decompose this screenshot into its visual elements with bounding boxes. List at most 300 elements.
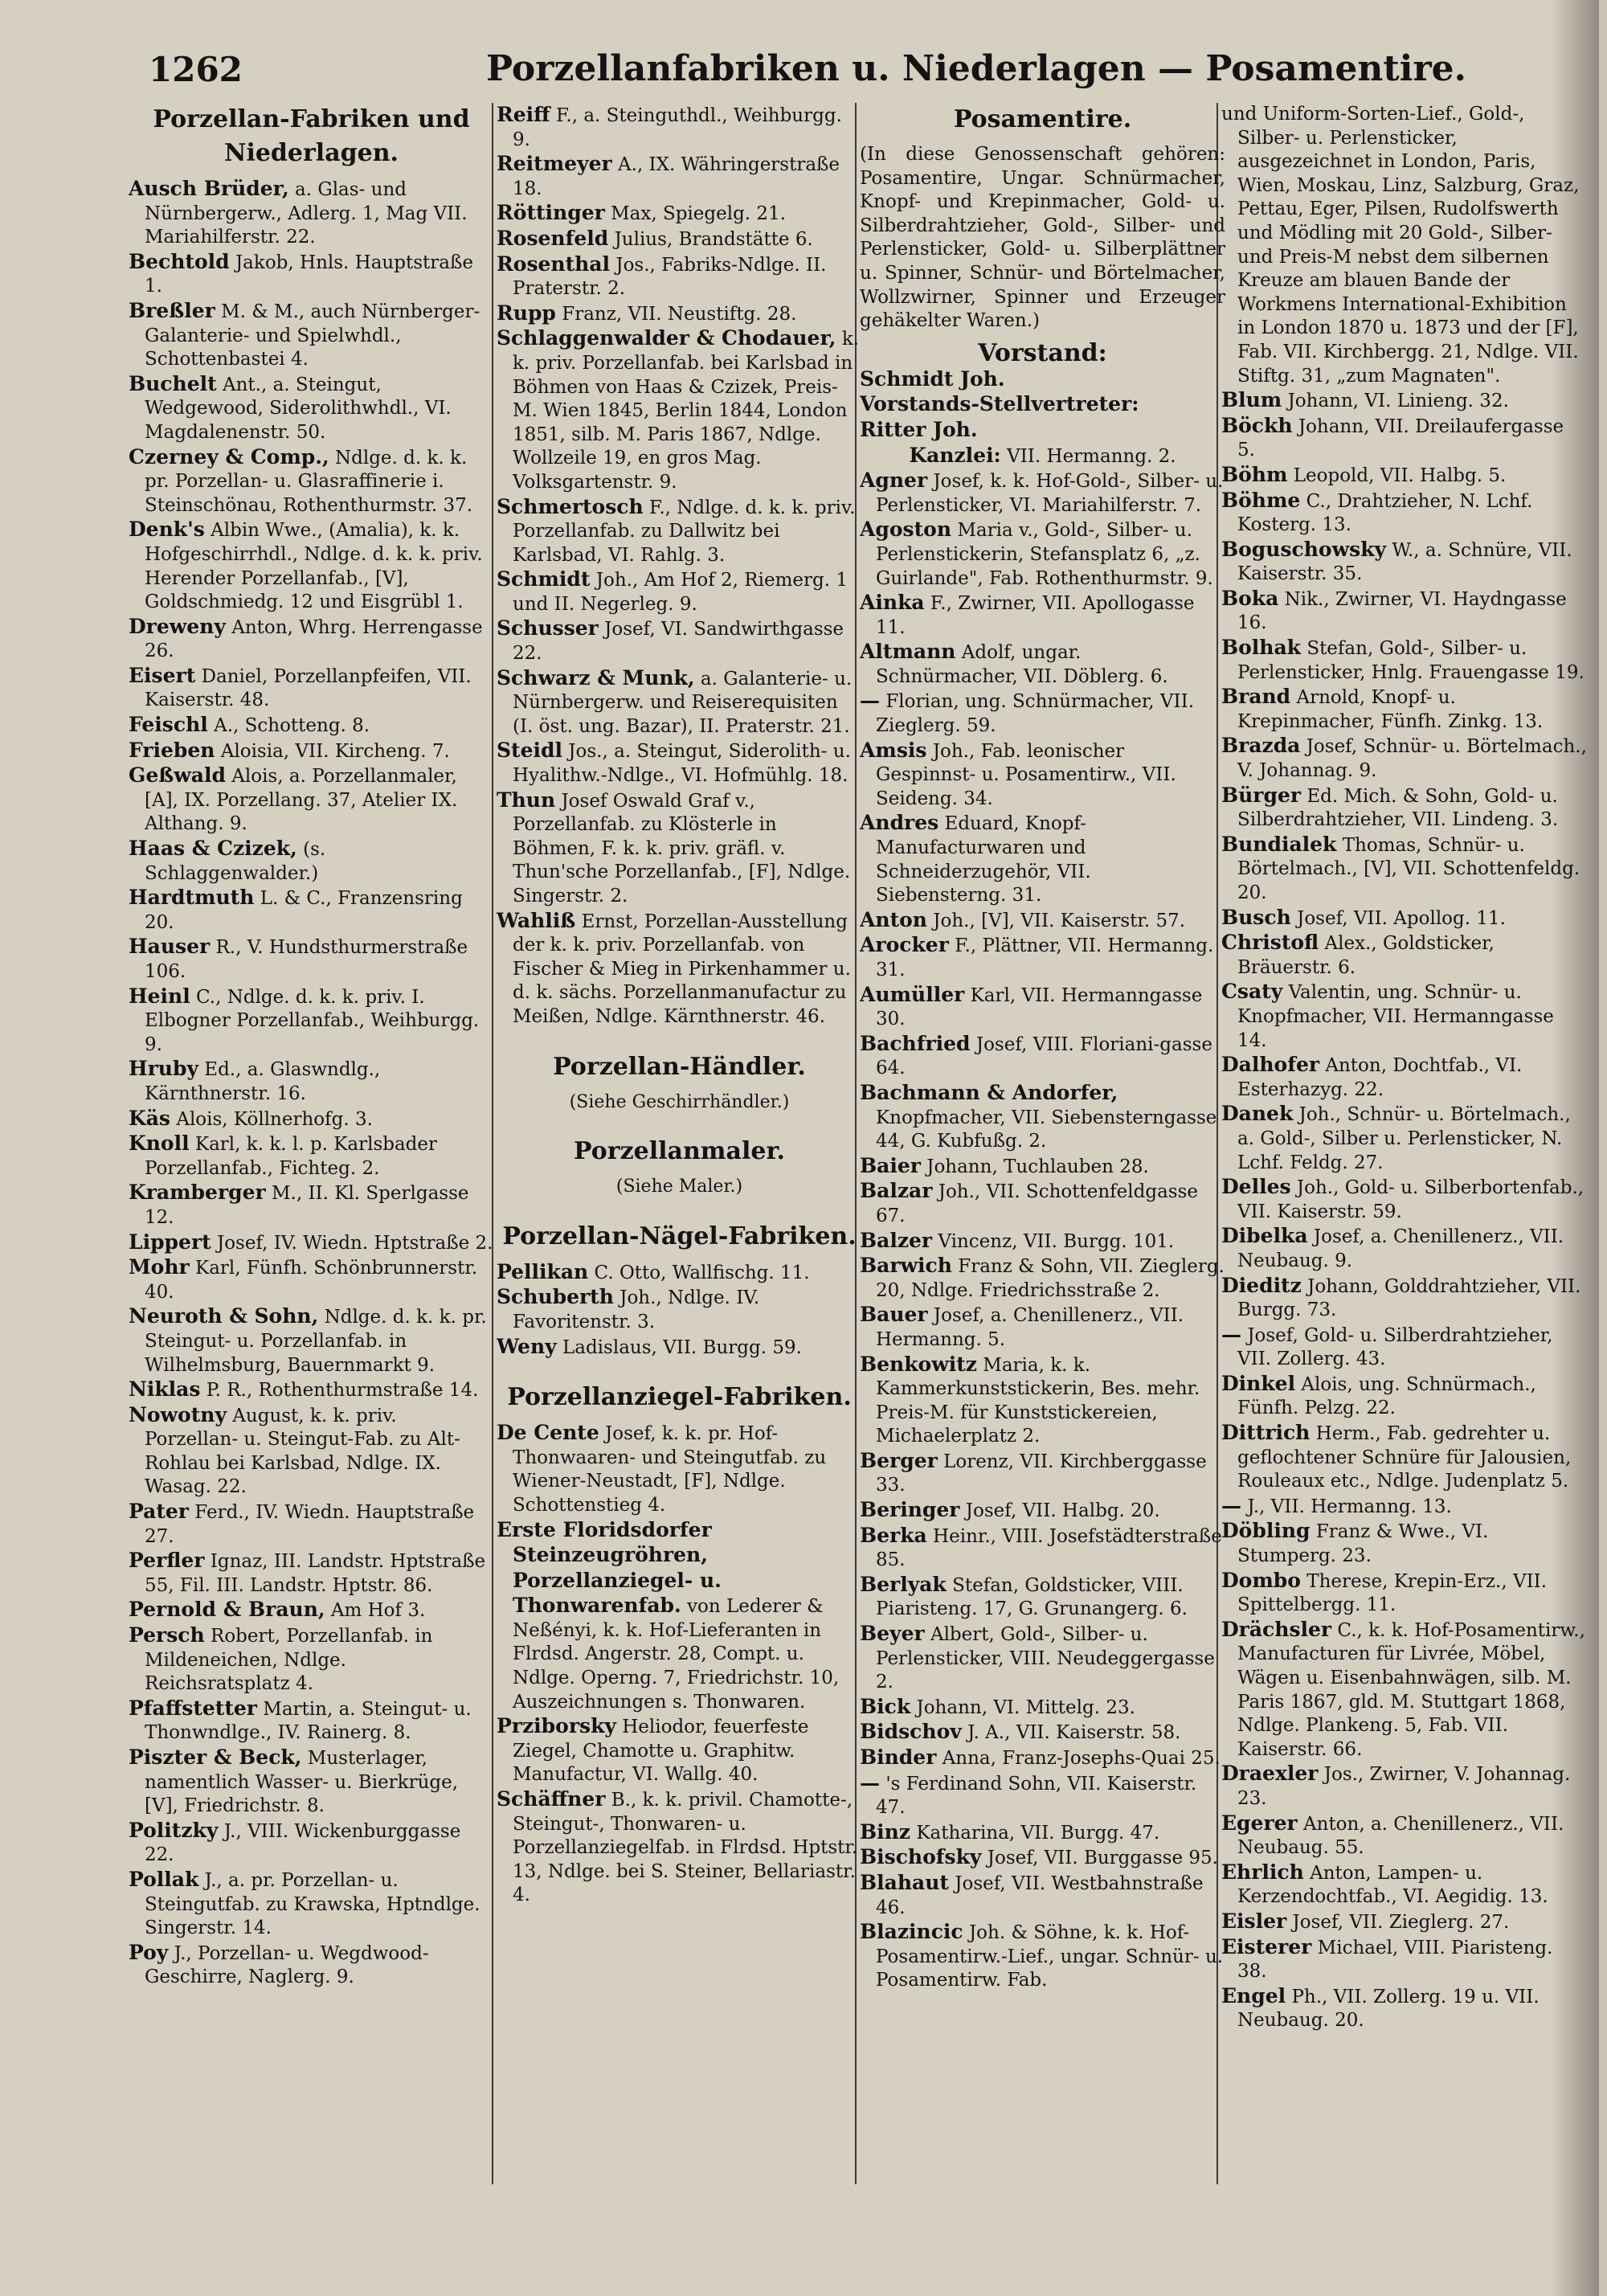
- directory-entry: [860, 1353, 1225, 1449]
- entry-name: Dombo: [1221, 1568, 1301, 1592]
- entry-name: Thun: [497, 788, 556, 812]
- entry-details: J., Porzellan- u. Wegdwood-Geschirre, Naglerg. 9.: [145, 1942, 429, 1988]
- directory-entry: [129, 1107, 494, 1132]
- entry-name: Knoll: [129, 1132, 190, 1156]
- entry-name: Schlaggenwalder & Chodauer,: [497, 326, 836, 350]
- entry-details: Vincenz, VII. Burgg. 101.: [938, 1230, 1175, 1252]
- entry-details: a. Galanterie- u. Nürnbergerw. und Reiserequisiten (I. öst. ung. Bazar), II. Praterstr. 21.: [513, 668, 853, 737]
- entry-details: F., Zwirner, VII. Apollogasse 11.: [876, 593, 1195, 638]
- directory-entry: [129, 1255, 494, 1304]
- entry-name: Feischl: [129, 713, 208, 737]
- section-heading: Porzellanziegel-Fabriken.: [507, 1383, 852, 1412]
- entry-name: Nowotny: [129, 1402, 227, 1426]
- directory-entry: [497, 1787, 862, 1908]
- directory-entry: [1221, 980, 1587, 1053]
- entry-details: Alois, Köllnerhofg. 3.: [176, 1108, 373, 1130]
- entry-details: Herm., Fab. gedrehter u. geflochtener Schnüre für Jalousien, Rouleaux etc., Ndlge. Judenplatz 5.: [1237, 1423, 1572, 1492]
- entry-details: Joh. & Söhne, k. k. Hof-Posamentirw.-Lief., ungar. Schnür- u. Posamentirw. Fab.: [876, 1922, 1224, 1991]
- entry-name: Aumüller: [860, 982, 965, 1006]
- entry-details: Johann, VII. Dreilaufergasse 5.: [1237, 415, 1564, 461]
- entry-details: a. Glas- und Nürnbergerw., Adlerg. 1, Mag VII. Mariahilferstr. 22.: [145, 179, 468, 248]
- entry-name: Schmidt: [497, 567, 591, 591]
- entry-details: Eduard, Knopf-Manufacturwaren und Schneiderzugehör, VII. Siebensterng. 31.: [876, 813, 1091, 907]
- directory-entry: [497, 788, 862, 909]
- entry-details: Josef, k. k. Hof-Gold-, Silber- u. Perlensticker, VI. Mariahilferstr. 7.: [876, 471, 1224, 516]
- entry-name: Bürger: [1221, 783, 1302, 807]
- entry-name: Haas & Czizek,: [129, 837, 297, 861]
- entry-details: Martin, a. Steingut- u. Thonwndlge., IV. Rainerg. 8.: [145, 1698, 472, 1744]
- directory-entry: [860, 1524, 1225, 1573]
- entry-name: —: [1221, 1322, 1241, 1346]
- directory-entry: [860, 469, 1225, 518]
- directory-entry: [860, 933, 1225, 982]
- entry-details: Maria, k. k. Kammerkunststickerin, Bes. mehr. Preis-M. für Kunststickereien, Michaelerplatz 2.: [876, 1354, 1200, 1447]
- directory-entry: [129, 886, 494, 935]
- entry-name: Mohr: [129, 1255, 190, 1279]
- directory-entry: [860, 908, 1225, 934]
- column-1: [129, 103, 494, 2273]
- entry-name: Busch: [1221, 905, 1291, 929]
- entry-list: [129, 177, 494, 1990]
- entry-name: Pernold & Braun,: [129, 1598, 325, 1622]
- entry-details: Leopold, VII. Halbg. 5.: [1293, 465, 1507, 486]
- entry-details: Josef, VII. Burggasse 95.: [987, 1848, 1218, 1869]
- entry-details: Musterlager, namentlich Wasser- u. Bierkrüge, [V], Friedrichstr. 8.: [145, 1748, 459, 1817]
- directory-entry: [860, 1845, 1225, 1871]
- entry-name: Kramberger: [129, 1181, 266, 1205]
- entry-details: Josef, VI. Sandwirthgasse 22.: [513, 619, 844, 665]
- directory-entry: [1221, 685, 1587, 734]
- directory-entry: [1221, 414, 1587, 463]
- directory-entry: [860, 640, 1225, 689]
- directory-entry: [497, 1285, 862, 1334]
- entry-name: Denk's: [129, 518, 205, 542]
- entry-name: Hruby: [129, 1057, 198, 1081]
- directory-entry: [129, 1230, 494, 1256]
- entry-name: Röttinger: [497, 201, 605, 225]
- directory-entry: [129, 518, 494, 614]
- entry-details: Johann, VI. Mittelg. 23.: [916, 1696, 1135, 1718]
- directory-entry: [1221, 906, 1587, 931]
- directory-entry: [129, 372, 494, 445]
- entry-name: Schäffner: [497, 1787, 606, 1811]
- entry-list: [497, 1421, 862, 1908]
- entry-list: [860, 469, 1225, 1993]
- entry-name: Weny: [497, 1334, 557, 1358]
- entry-name: Geßwald: [129, 763, 226, 788]
- directory-entry: [497, 1421, 862, 1517]
- entry-name: Engel: [1221, 1983, 1286, 2007]
- entry-name: Agoston: [860, 518, 952, 542]
- directory-entry: [860, 689, 1225, 738]
- entry-name: Böckh: [1221, 413, 1293, 437]
- entry-details: Alois, a. Porzellanmaler, [A], IX. Porzellang. 37, Atelier IX. Althang. 9.: [145, 766, 458, 835]
- directory-entry: [497, 152, 862, 201]
- entry-name: Blazincic: [860, 1920, 963, 1944]
- directory-entry: [1221, 931, 1587, 980]
- directory-entry: [497, 1335, 862, 1361]
- entry-details: Ndlge. d. k. k. pr. Steingut- u. Porzellanfab. in Wilhelmsburg, Bauernmarkt 9.: [145, 1307, 487, 1376]
- directory-entry: [1221, 1102, 1587, 1175]
- entry-details: Joh., Ndlge. IV. Favoritenstr. 3.: [513, 1287, 760, 1332]
- directory-entry: [1221, 388, 1587, 414]
- entry-details: Arnold, Knopf- u. Krepinmacher, Fünfh. Zinkg. 13.: [1237, 687, 1544, 732]
- directory-entry: [860, 591, 1225, 640]
- entry-details: C. Otto, Wallfischg. 11.: [594, 1262, 810, 1283]
- entry-details: C., Drahtzieher, N. Lchf. Kosterg. 13.: [1237, 490, 1533, 536]
- directory-entry: [860, 1746, 1225, 1771]
- entry-details: Josef, VII. Apollog. 11.: [1297, 907, 1506, 929]
- entry-name: Politzky: [129, 1818, 219, 1842]
- entry-name: Ausch Brüder,: [129, 177, 289, 200]
- entry-details: Ernst, Porzellan-Ausstellung der k. k. priv. Porzellanfab. von Fischer & Mieg in Pirkenhammer u. d. k. sächs. Porzellanmanufactur zu Meißen, Ndlge. Kärnthnerstr. 46.: [513, 911, 851, 1027]
- entry-name: De Cente: [497, 1421, 599, 1445]
- entry-details: Ed. Mich. & Sohn, Gold- u. Silberdrahtzieher, VII. Lindeng. 3.: [1237, 785, 1559, 831]
- entry-name: Berka: [860, 1523, 927, 1547]
- directory-entry: [860, 1032, 1225, 1081]
- vorstand-label: Vorstand:: [978, 338, 1107, 367]
- section-heading: Porzellan-Nägel-Fabriken.: [502, 1222, 857, 1250]
- entry-details: Michael, VIII. Piaristeng. 38.: [1237, 1937, 1553, 1983]
- entry-details: 's Ferdinand Sohn, VII. Kaiserstr. 47.: [876, 1773, 1197, 1819]
- directory-entry: [129, 1403, 494, 1500]
- entry-details: J., VII. Hermanng. 13.: [1247, 1496, 1452, 1517]
- page-number: 1262: [149, 50, 243, 89]
- entry-details: Katharina, VII. Burgg. 47.: [916, 1822, 1160, 1844]
- entry-details: Josef, a. Chenillenerz., VII. Hermanng. 5.: [876, 1305, 1184, 1350]
- stellvertreter-entry: [860, 418, 1225, 444]
- entry-name: Eisert: [129, 663, 196, 687]
- directory-entry: [860, 1179, 1225, 1228]
- page-header: [149, 42, 1466, 90]
- directory-entry: [860, 1720, 1225, 1746]
- entry-name: Schusser: [497, 616, 599, 641]
- entry-name: Perfler: [129, 1549, 205, 1573]
- directory-entry: [1221, 1762, 1587, 1811]
- entry-name: Ehrlich: [1221, 1860, 1304, 1884]
- entry-details: Joh., VII. Schottenfeldgasse 67.: [876, 1181, 1198, 1226]
- directory-entry: [1221, 1494, 1587, 1520]
- directory-entry: [860, 1871, 1225, 1920]
- entry-name: Agner: [860, 469, 928, 493]
- section-heading: Porzellan-Händler.: [553, 1052, 806, 1081]
- directory-entry: [1221, 1569, 1587, 1618]
- entry-details: Ignaz, III. Landstr. Hptstraße 55, Fil. III. Landstr. Hptstr. 86.: [145, 1551, 486, 1596]
- entry-details: Ndlge. d. k. k. pr. Porzellan- u. Glasraffinerie i. Steinschönau, Rothenthurmstr. 37.: [145, 447, 473, 516]
- entry-name: Reiff: [497, 103, 550, 126]
- entry-name: Schuberth: [497, 1285, 614, 1309]
- kanzlei-label: Kanzlei:: [909, 443, 1001, 467]
- entry-details: Valentin, ung. Schnür- u. Knopfmacher, VII. Hermanngasse 14.: [1237, 982, 1554, 1051]
- entry-name: Binz: [860, 1819, 911, 1844]
- entry-details: Anton, Dochtfab., VI. Esterhazyg. 22.: [1237, 1055, 1523, 1100]
- entry-details: Ph., VII. Zollerg. 19 u. VII. Neubaug. 20.: [1237, 1986, 1540, 2032]
- directory-entry: [1221, 784, 1587, 833]
- entry-name: Bachmann & Andorfer,: [860, 1080, 1118, 1104]
- entry-name: Brazda: [1221, 734, 1301, 758]
- directory-entry: [497, 1518, 862, 1715]
- entry-details: M., II. Kl. Sperlgasse 12.: [145, 1183, 469, 1228]
- section-heading: Porzellanmaler.: [574, 1137, 785, 1166]
- entry-details: Knopfmacher, VII. Siebensterngasse 44, G. Kubfußg. 2.: [876, 1107, 1217, 1152]
- entry-name: Bidschov: [860, 1720, 962, 1744]
- entry-name: Delles: [1221, 1175, 1291, 1199]
- directory-entry: [129, 1696, 494, 1746]
- directory-entry: [497, 103, 862, 152]
- entry-name: Baier: [860, 1153, 921, 1177]
- vorstand-entry: [860, 367, 1225, 393]
- entry-name: —: [860, 1770, 880, 1795]
- entry-name: Pellikan: [497, 1259, 589, 1283]
- entry-details: Josef, Gold- u. Silberdrahtzieher, VII. Zollerg. 43.: [1237, 1324, 1553, 1370]
- directory-entry: [497, 252, 862, 301]
- entry-details: Josef, Schnür- u. Börtelmach., V. Johannag. 9.: [1237, 736, 1587, 782]
- directory-entry: [129, 664, 494, 713]
- directory-entry: [129, 445, 494, 518]
- entry-name: Eisler: [1221, 1909, 1287, 1933]
- directory-entry: [129, 1941, 494, 1990]
- entry-details: Alois, ung. Schnürmach., Fünfh. Pelzg. 22.: [1237, 1373, 1536, 1419]
- entry-name: Erste Floridsdorfer Steinzeugröhren, Porzellanziegel- u. Thonwarenfab.: [497, 1517, 722, 1618]
- directory-entry: [860, 1573, 1225, 1622]
- entry-details: Nik., Zwirner, VI. Haydngasse 16.: [1237, 588, 1567, 634]
- directory-entry: [1221, 1175, 1587, 1224]
- directory-entry: [129, 299, 494, 372]
- entry-name: Pollak: [129, 1867, 199, 1891]
- entry-name: Reitmeyer: [497, 152, 612, 176]
- entry-name: Egerer: [1221, 1811, 1298, 1835]
- directory-entry: [1221, 1860, 1587, 1909]
- entry-details: Albin Wwe., (Amalia), k. k. Hofgeschirrhdl., Ndlge. d. k. k. priv. Herender Porzellanfab., [V], Goldschmiedg. 12 und Eisgrübl 1.: [145, 520, 483, 613]
- directory-entry: [129, 1868, 494, 1941]
- entry-name: Prziborsky: [497, 1714, 616, 1738]
- entry-name: Böhm: [1221, 462, 1288, 486]
- column-4: [1221, 103, 1587, 2273]
- entry-name: Bachfried: [860, 1031, 971, 1055]
- entry-name: Buchelt: [129, 371, 217, 395]
- entry-details: Stefan, Gold-, Silber- u. Perlensticker, Hnlg. Frauengasse 19.: [1237, 638, 1585, 683]
- entry-details: (s. Schlaggenwalder.): [145, 839, 326, 884]
- entry-details: Robert, Porzellanfab. in Mildeneichen, Ndlge. Reichsratsplatz 4.: [145, 1626, 433, 1695]
- directory-entry: [1221, 1053, 1587, 1102]
- entry-details: A., IX. Währingerstraße 18.: [513, 154, 840, 199]
- directory-entry: [860, 1820, 1225, 1846]
- directory-entry: [497, 616, 862, 665]
- entry-name: Käs: [129, 1106, 171, 1130]
- directory-entry: [860, 1229, 1225, 1254]
- entry-name: Binder: [860, 1746, 937, 1769]
- stellvertreter-label-text: Vorstands-Stellvertreter:: [860, 392, 1139, 416]
- entry-details: Josef, VII. Halbg. 20.: [965, 1500, 1160, 1522]
- kanzlei-line: [860, 444, 1225, 469]
- entry-details: Jos., Zwirner, V. Johannag. 23.: [1237, 1764, 1571, 1809]
- entry-name: Boguschowsky: [1221, 537, 1387, 561]
- entry-details: A., Schotteng. 8.: [214, 715, 370, 737]
- entry-details: Jakob, Hnls. Hauptstraße 1.: [145, 252, 473, 297]
- entry-name: —: [860, 689, 880, 713]
- directory-entry: [129, 984, 494, 1058]
- entry-details: Ladislaus, VII. Burgg. 59.: [562, 1336, 802, 1358]
- directory-entry: [1221, 1274, 1587, 1323]
- entry-details: Anton, Lampen- u. Kerzendochtfab., VI. Aegidig. 13.: [1237, 1862, 1548, 1908]
- directory-entry: [129, 177, 494, 250]
- kanzlei-address: VII. Hermanng. 2.: [1007, 445, 1176, 467]
- entry-details: Josef, k. k. pr. Hof-Thonwaaren- und Steingutfab. zu Wiener-Neustadt, [F], Ndlge. Schottenstieg 4.: [513, 1423, 827, 1516]
- directory-entry: [129, 1549, 494, 1598]
- entry-name: Beyer: [860, 1622, 925, 1646]
- entry-details: Alex., Goldsticker, Bräuerstr. 6.: [1237, 933, 1495, 978]
- entry-name: Neuroth & Sohn,: [129, 1304, 319, 1328]
- entry-details: Aloisia, VII. Kircheng. 7.: [220, 740, 450, 762]
- entry-details: C., Ndlge. d. k. k. priv. I. Elbogner Porzellanfab., Weihburgg. 9.: [145, 986, 480, 1055]
- directory-entry: [129, 615, 494, 664]
- entry-name: Ainka: [860, 591, 925, 615]
- directory-entry: [1221, 1224, 1587, 1273]
- entry-details: Johann, VI. Linieng. 32.: [1287, 391, 1509, 412]
- directory-entry: [860, 1622, 1225, 1695]
- entry-details: Max, Spiegelg. 21.: [611, 203, 787, 225]
- entry-list: [497, 1260, 862, 1360]
- entry-details: Heliodor, feuerfeste Ziegel, Chamotte u. Graphitw. Manufactur, VI. Wallg. 40.: [513, 1717, 809, 1786]
- entry-name: Schwarz & Munk,: [497, 665, 695, 690]
- entry-details: Josef Oswald Graf v., Porzellanfab. zu Klösterle in Böhmen, F. k. k. priv. gräfl. v. Thun'sche Porzellanfab., [F], Ndlge. Singerstr. 2.: [513, 790, 851, 907]
- entry-name: Blum: [1221, 388, 1282, 412]
- entry-details: Adolf, ungar. Schnürmacher, VII. Döblerg. 6.: [876, 642, 1168, 687]
- entry-details: Franz, VII. Neustiftg. 28.: [562, 303, 797, 325]
- directory-entry: [1221, 489, 1587, 538]
- stellvertreter-label: [860, 392, 1225, 418]
- entry-name: Heinl: [129, 984, 190, 1008]
- entry-name: Czerney & Comp.,: [129, 444, 329, 469]
- entry-details: Josef, IV. Wiedn. Hptstraße 2.: [216, 1232, 493, 1254]
- entry-name: Bechtold: [129, 249, 230, 273]
- entry-name: Pfaffstetter: [129, 1696, 257, 1720]
- directory-entry: [129, 739, 494, 764]
- entry-name: Dinkel: [1221, 1371, 1296, 1395]
- entry-name: Drächsler: [1221, 1617, 1332, 1641]
- entry-name: Wahliß: [497, 908, 576, 932]
- directory-entry: [129, 1623, 494, 1696]
- directory-entry: [1221, 587, 1587, 636]
- entry-name: Rosenfeld: [497, 226, 609, 250]
- directory-entry: [497, 567, 862, 616]
- entry-details: F., Ndlge. d. k. k. priv. Porzellanfab. zu Dallwitz bei Karlsbad, VI. Rahlg. 3.: [513, 497, 856, 566]
- directory-entry: [1221, 1421, 1587, 1494]
- entry-details: Karl, VII. Hermanngasse 30.: [876, 984, 1203, 1030]
- entry-name: Bauer: [860, 1303, 928, 1327]
- entry-details: P. R., Rothenthurmstraße 14.: [206, 1380, 479, 1402]
- directory-entry: [497, 495, 862, 568]
- entry-name: Boka: [1221, 586, 1279, 610]
- entry-details: Albert, Gold-, Silber- u. Perlensticker, VIII. Neudeggergasse 2.: [876, 1624, 1215, 1693]
- entry-name: Christofl: [1221, 931, 1319, 955]
- entry-name: Brand: [1221, 685, 1291, 709]
- directory-entry: [129, 1746, 494, 1819]
- directory-entry: [860, 811, 1225, 907]
- directory-entry: [1221, 538, 1587, 587]
- entry-details: Daniel, Porzellanpfeifen, VII. Kaiserstr. 48.: [145, 665, 472, 711]
- directory-entry: [129, 1132, 494, 1181]
- entry-details: W., a. Schnüre, VII. Kaiserstr. 35.: [1237, 539, 1572, 585]
- entry-name: Lippert: [129, 1230, 211, 1254]
- directory-entry: [860, 1498, 1225, 1524]
- entry-name: Dreweny: [129, 614, 226, 638]
- entry-details: Johann, Golddrahtzieher, VII. Burgg. 73.: [1237, 1275, 1581, 1321]
- entry-details: Anton, Whrg. Herrengasse 26.: [145, 616, 483, 662]
- entry-details: J. A., VII. Kaiserstr. 58.: [967, 1722, 1181, 1744]
- entry-details: R., V. Hundsthurmerstraße 106.: [145, 937, 468, 982]
- directory-entry: [1221, 103, 1587, 388]
- entry-name: Anton: [860, 907, 927, 931]
- directory-entry: [497, 666, 862, 739]
- entry-name: Böhme: [1221, 488, 1301, 512]
- entry-details: Julius, Brandstätte 6.: [614, 228, 813, 250]
- directory-entry: [860, 739, 1225, 812]
- directory-entry: [860, 1254, 1225, 1303]
- directory-entry: [129, 713, 494, 739]
- entry-details: Lorenz, VII. Kirchberggasse 33.: [876, 1451, 1207, 1496]
- directory-entry: [129, 1598, 494, 1623]
- entry-name: Berger: [860, 1448, 938, 1472]
- entry-name: Döbling: [1221, 1519, 1311, 1543]
- directory-entry: [129, 935, 494, 984]
- directory-entry: [1221, 1323, 1587, 1372]
- entry-details: Florian, ung. Schnürmacher, VII. Zieglerg. 59.: [876, 691, 1195, 737]
- entry-details: Maria v., Gold-, Silber- u. Perlenstickerin, Stefansplatz 6, „z. Guirlande", Fab. Rothenthurmstr. 9.: [876, 520, 1213, 589]
- directory-entry: [497, 201, 862, 227]
- entry-name: Schmertosch: [497, 494, 644, 518]
- directory-entry: [1221, 734, 1587, 783]
- entry-details: Joh., Gold- u. Silberbortenfab., VII. Kaiserstr. 59.: [1237, 1177, 1585, 1222]
- entry-name: —: [1221, 1493, 1241, 1517]
- entry-name: Rupp: [497, 301, 556, 325]
- entry-details: Joh., Fab. leonischer Gespinnst- u. Posamentirw., VII. Seideng. 34.: [876, 740, 1176, 809]
- entry-details: Anton, a. Chenillenerz., VII. Neubaug. 55.: [1237, 1813, 1564, 1859]
- entry-details: Ed., a. Glaswndlg., Kärnthnerstr. 16.: [145, 1059, 381, 1104]
- entry-name: Hardtmuth: [129, 886, 255, 910]
- entry-details: Johann, Tuchlauben 28.: [926, 1156, 1149, 1177]
- entry-details: Franz & Wwe., VI. Stumperg. 23.: [1237, 1521, 1489, 1567]
- directory-entry: [1221, 1984, 1587, 2033]
- directory-entry: [860, 1695, 1225, 1721]
- guild-note: (In diese Genossenschaft gehören: Posamentire, Ungar. Schnürmacher, Knopf- und Krepinmacher, Gold- u. Silberdrahtzieher, Gold-, Silber- und Perlensticker, Gold- u. Silberplättner u. Spinner, Schnür- und Börtelmacher, Wollzwirner, Spinner und Erzeuger gehäkelter Waren.): [860, 144, 1225, 332]
- stellvertreter-name: Ritter Joh.: [860, 417, 978, 441]
- entry-name: Dalhofer: [1221, 1053, 1320, 1077]
- entry-details: Anna, Franz-Josephs-Quai 25.: [942, 1748, 1221, 1769]
- directory-entry: [497, 301, 862, 327]
- directory-entry: [129, 1304, 494, 1377]
- entry-name: Dieditz: [1221, 1273, 1302, 1297]
- directory-entry: [497, 909, 862, 1029]
- entry-list: [497, 103, 862, 1029]
- directory-entry: [1221, 636, 1587, 685]
- entry-details: von Lederer & Neßényi, k. k. Hof-Lieferanten in Flrdsd. Angerstr. 28, Compt. u. Ndlge. Operng. 7, Friedrichstr. 10, Auszeichnungen s. Thonwaren.: [513, 1596, 840, 1713]
- entry-list: [1221, 103, 1587, 2033]
- section-subtitle: (Siehe Geschirrhändler.): [569, 1091, 790, 1112]
- entry-details: Heinr., VIII. Josefstädterstraße 85.: [876, 1525, 1222, 1571]
- entry-details: Ferd., IV. Wiedn. Hauptstraße 27.: [145, 1502, 475, 1547]
- directory-entry: [1221, 463, 1587, 489]
- directory-entry: [860, 1303, 1225, 1352]
- entry-details: L. & C., Franzensring 20.: [145, 888, 463, 933]
- entry-name: Piszter & Beck,: [129, 1746, 302, 1769]
- entry-name: Amsis: [860, 738, 927, 762]
- directory-entry: [1221, 1519, 1587, 1568]
- entry-details: F., Plättner, VII. Hermanng. 31.: [876, 935, 1214, 980]
- entry-details: Karl, k. k. l. p. Karlsbader Porzellanfab., Fichteg. 2.: [145, 1134, 438, 1179]
- directory-entry: [1221, 1935, 1587, 1984]
- directory-entry: [497, 326, 862, 494]
